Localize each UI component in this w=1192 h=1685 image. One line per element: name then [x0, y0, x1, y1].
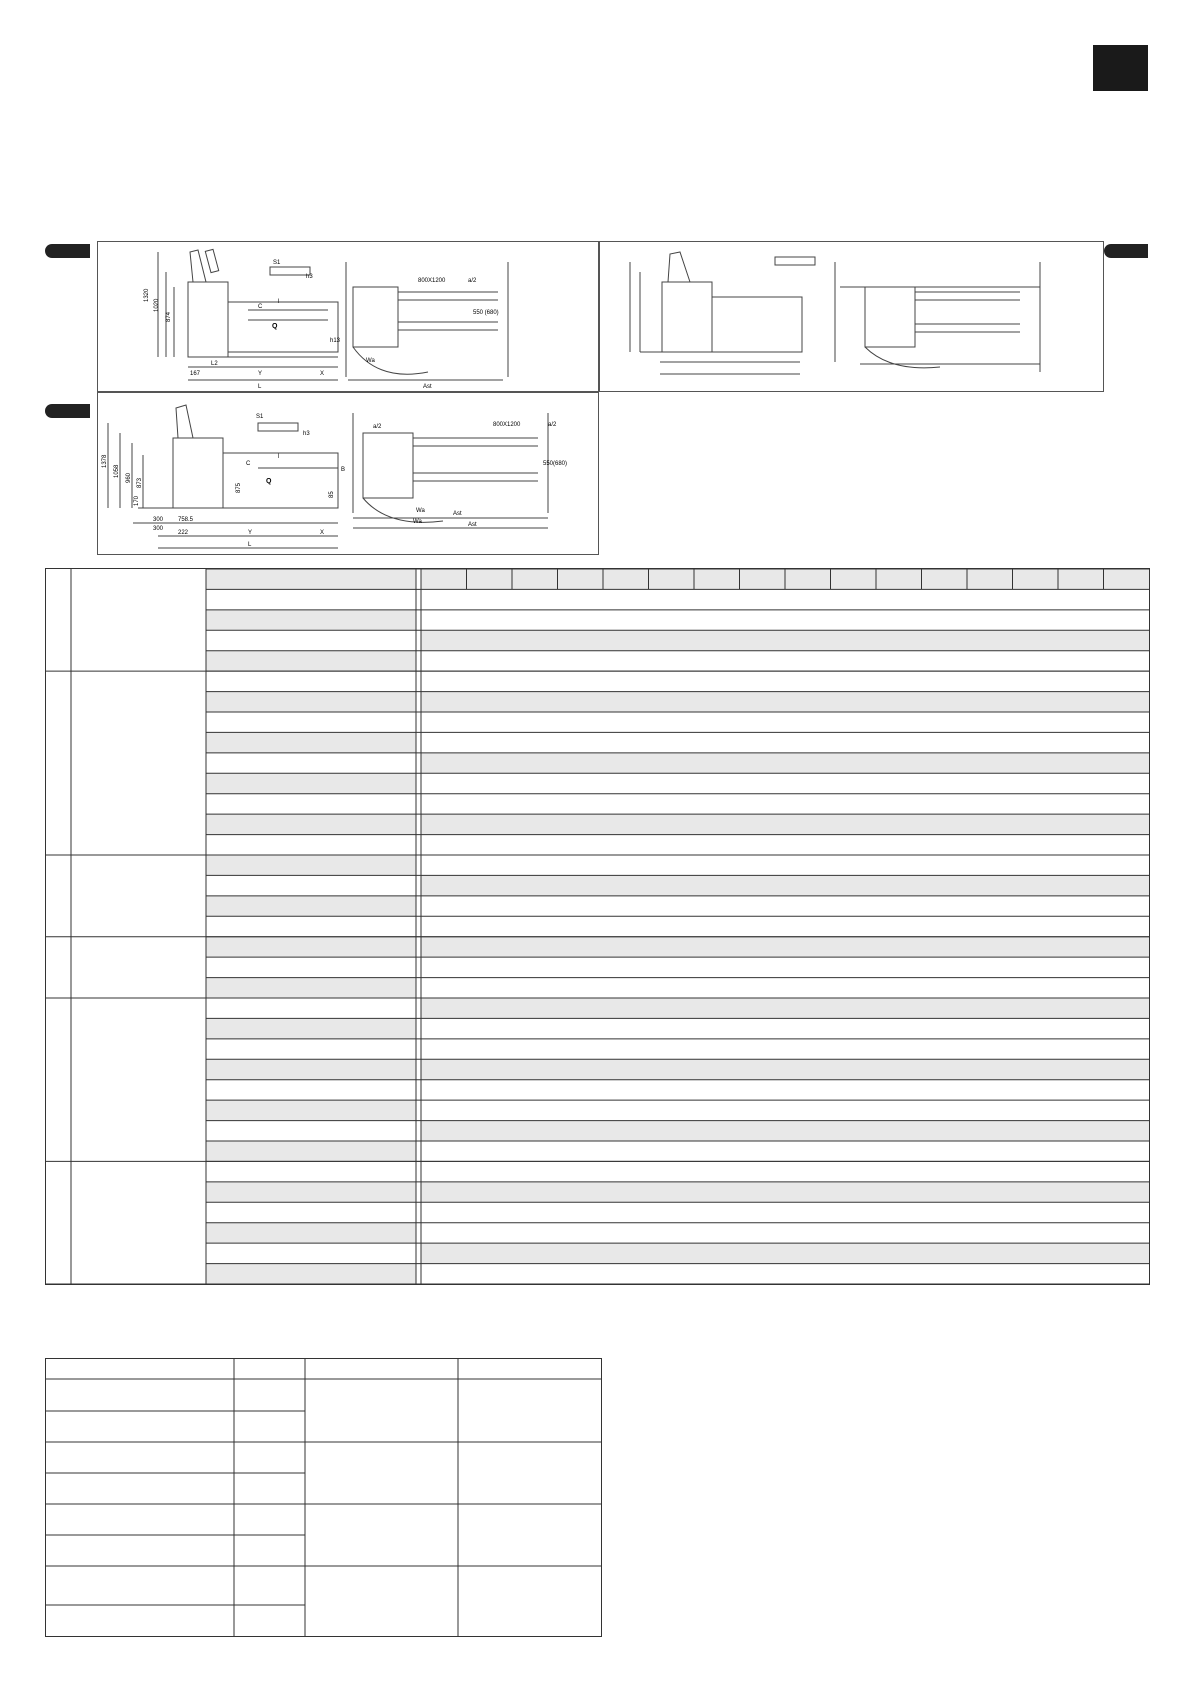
shaded-cell — [206, 1141, 416, 1161]
variant-marker-3 — [1104, 244, 1148, 258]
shaded-cell — [206, 978, 416, 998]
dim-label: Wa — [366, 358, 375, 364]
dim-label: 875 — [236, 482, 242, 493]
dim-label: S1 — [256, 414, 264, 420]
shaded-cell — [421, 692, 1149, 712]
dim-label: h3 — [303, 431, 310, 437]
shaded-cell — [206, 1182, 416, 1202]
truck-drawing-platform — [98, 393, 598, 554]
dim-label: h3 — [306, 274, 313, 280]
dim-label: 170 — [134, 495, 140, 506]
dim-label: 300 — [153, 517, 164, 523]
drawing-panel-variant — [599, 241, 1104, 392]
dim-label: 85 — [329, 491, 335, 498]
dim-label: h13 — [330, 338, 341, 344]
shaded-cell — [206, 651, 416, 671]
shaded-cell — [206, 732, 416, 752]
dim-label: 222 — [178, 530, 189, 536]
shaded-cell — [206, 692, 416, 712]
dim-label: Y — [248, 530, 253, 536]
shaded-cell — [421, 753, 1149, 773]
summary-table — [45, 1358, 602, 1637]
shaded-cell — [206, 610, 416, 630]
dim-label: 873 — [137, 477, 143, 488]
shaded-cell — [206, 773, 416, 793]
dim-label: Ast — [453, 511, 462, 517]
dim-label: a/2 — [548, 422, 557, 428]
dim-label: 550 (680) — [473, 310, 499, 316]
shaded-cell — [421, 1182, 1149, 1202]
dim-label: L2 — [211, 361, 218, 367]
drawing-panel-platform — [97, 392, 599, 555]
dim-label: 1020 — [154, 298, 160, 312]
dim-label: L — [248, 542, 252, 548]
dim-label: 758.5 — [178, 517, 194, 523]
summary-table-grid — [46, 1359, 601, 1636]
truck-drawing-variant — [600, 242, 1103, 391]
spec-table-grid — [46, 569, 1149, 1284]
dim-label: Wa — [416, 508, 425, 514]
drawing-panel-standard — [97, 241, 599, 392]
shaded-cell — [206, 1100, 416, 1120]
dim-label: 1058 — [114, 464, 120, 478]
shaded-cell — [421, 998, 1149, 1018]
dim-label: Ast — [423, 384, 432, 390]
shaded-cell — [206, 814, 416, 834]
dim-label: a/2 — [468, 278, 477, 284]
dim-label: Q — [272, 323, 278, 330]
dim-label: 800X1200 — [418, 278, 446, 284]
dim-label: Y — [258, 371, 263, 377]
dim-label: X — [320, 530, 325, 536]
dim-label: C — [246, 461, 251, 467]
shaded-cell — [421, 814, 1149, 834]
dim-label: 800X1200 — [493, 422, 521, 428]
dim-label: B — [341, 467, 346, 473]
dim-label: 550(680) — [543, 461, 568, 467]
dim-label: X — [320, 371, 325, 377]
shaded-cell — [206, 937, 416, 957]
dim-label: 960 — [126, 472, 132, 483]
shaded-cell — [206, 1223, 416, 1243]
shaded-cell — [421, 875, 1149, 895]
shaded-cell — [421, 1243, 1149, 1263]
dim-label: a/2 — [373, 424, 382, 430]
dim-label: C — [258, 304, 263, 310]
dim-label: Q — [266, 478, 272, 485]
shaded-cell — [206, 1018, 416, 1038]
dim-label: 300 — [153, 526, 164, 532]
dim-label: Wa — [413, 519, 422, 525]
truck-drawing-standard — [98, 242, 598, 391]
dim-label: 167 — [190, 371, 201, 377]
shaded-cell — [206, 1059, 416, 1079]
dim-label: 874 — [166, 311, 172, 322]
dim-label: L — [258, 384, 262, 390]
shaded-cell — [421, 937, 1149, 957]
shaded-cell — [421, 630, 1149, 650]
shaded-cell — [206, 569, 416, 589]
shaded-cell — [421, 1059, 1149, 1079]
spec-table — [45, 568, 1150, 1285]
shaded-cell — [206, 855, 416, 875]
shaded-cell — [206, 896, 416, 916]
dim-label: Ast — [468, 522, 477, 528]
dim-label: S1 — [273, 260, 281, 266]
dim-label: l — [278, 299, 280, 305]
dim-label: l — [278, 454, 280, 460]
dim-label: 1320 — [144, 288, 150, 302]
shaded-cell — [206, 1264, 416, 1284]
variant-marker-1 — [45, 244, 90, 258]
dim-label: 1378 — [102, 454, 108, 468]
shaded-cell — [421, 1121, 1149, 1141]
section-tab — [1093, 45, 1148, 91]
variant-marker-2 — [45, 404, 90, 418]
